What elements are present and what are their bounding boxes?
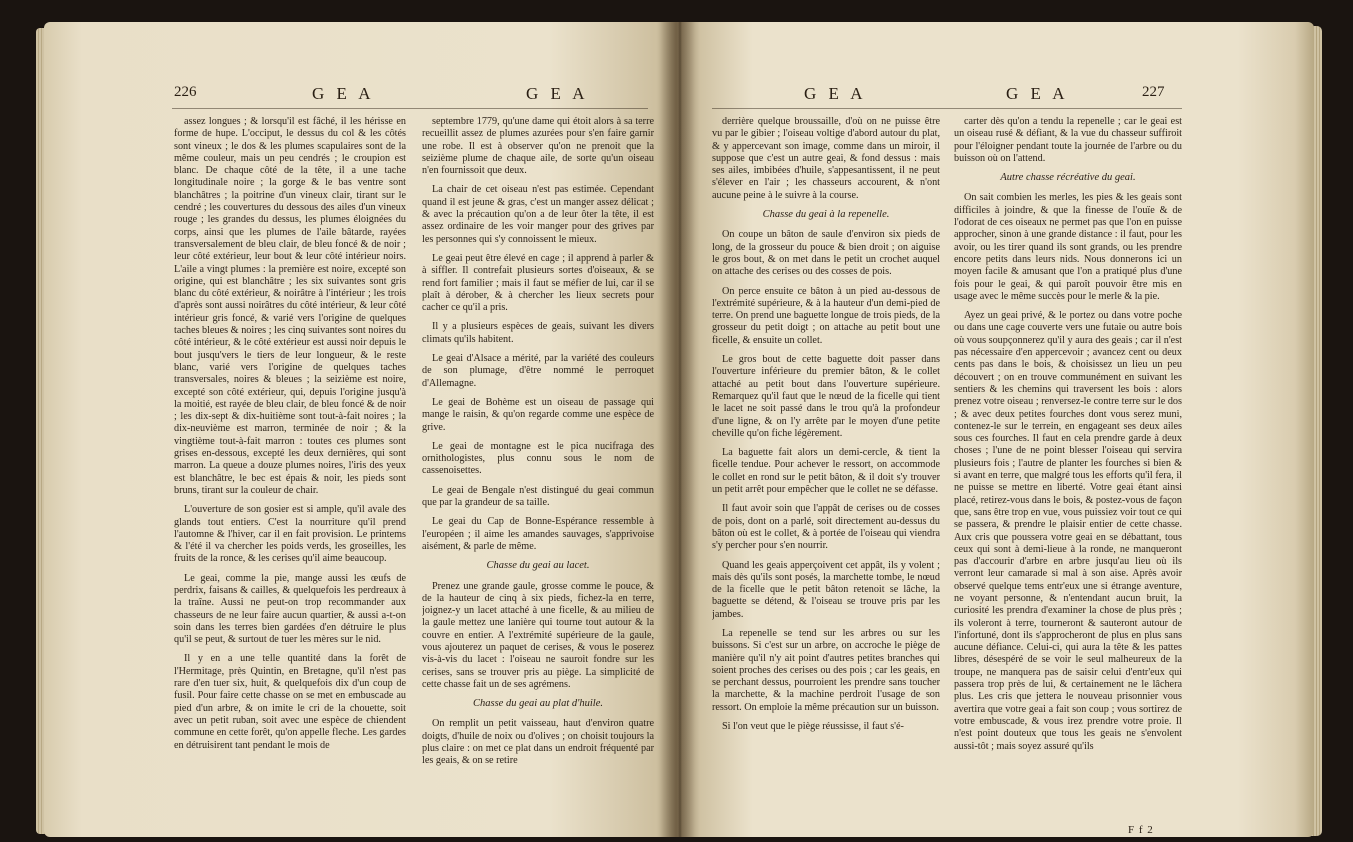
right-page-number: 227 bbox=[1142, 84, 1165, 100]
paragraph: septembre 1779, qu'une dame qui étoit alors à sa terre recueillit assez de plumes azurées pour s'en faire garnir une robe. Il est à observer qu'on ne prenoit que la seizième plume de chaque aile, de sorte qu'un oiseau n'en fournissoit que deux. bbox=[422, 116, 654, 177]
paragraph: derrière quelque broussaille, d'où on ne puisse être vu par le gibier ; l'oiseau voltige d'abord autour du plat, & y appercevant son image, comme dans un miroir, il suppose que c'est un autre geai, & fond dessus : mais ses ailes, imbibées d'huile, s'appesantissent, il ne peut s'élever en l'air ; les chasseurs accourent, & n'ont aucune peine à le suivre à la course. bbox=[712, 116, 940, 201]
paragraph: Quand les geais apperçoivent cet appât, ils y volent ; mais dès qu'ils sont posés, la marchette tombe, le nœud de la ficelle que le petit bâton retenoit se lâche, la baguette se détend, & l'oiseau se trouve pris par les jambes. bbox=[712, 559, 940, 620]
paragraph: Le geai de Bohème est un oiseau de passage qui mange le raisin, & qu'on regarde comme une espèce de grive. bbox=[422, 396, 654, 433]
open-book bbox=[44, 14, 1314, 840]
paragraph: assez longues ; & lorsqu'il est fâché, il les hérisse en forme de hupe. L'occiput, le dessus du col & les côtés sont vineux ; le dos & les plumes scapulaires sont de la même couleur, mais un peu cendrés ; le croupion est blanc. De chaque côté de la tête, il a une tache longitudinale noire ; la gorge & le bas ventre sont blanchâtres ; la poitrine d'un vineux clair, tirant sur le cendré ; les couvertures du dessous des ailes d'un vineux rouge ; les grandes du dessus, les plumes éloignées du corps, ainsi que les plumes de l'aile bâtarde, rayées transversalement de bleu clair, de bleu foncé & de noir ; leur côté extérieur, leur bout & leur côté intérieur noirs. L'aile a vingt plumes : la première est noire, excepté son origine, qui est blanchâtre ; les six suivantes sont gris blanc du côté extérieur, & noirâtre à l'intérieur ; les trois d'après sont aussi noirâtres du côté intérieur, & leur côté intérieur gris foncé, & varié vers l'origine de quelques taches bleues & noires ; les cinq suivantes sont noires du côté intérieur, & le côté extérieur est aussi noir depuis le bout jusqu'vers le tiers de leur longueur, & le reste blanc, varié vers l'origine de quelques taches transversales, noires & bleues ; la seizième est noire, excepté son côté extérieur, qui, depuis l'origine jusqu'à la moitié, est rayée de bleu clair, de bleu foncé & de noir ; les dix-sept & dix-huitième sont tout-à-fait noires ; la dix-neuvième est marron, terminée de noir ; & la vingtième tout-à-fait marron : toutes ces plumes sont grises en-dessous, excepté les deux dernières, qui sont marron. La queue a douze plumes noires, l'iris des yeux est blanchâtre, le bec est épais & noir, les pieds sont bruns, tirant sur la couleur de chair. bbox=[174, 116, 406, 496]
left-column-1 bbox=[174, 116, 406, 836]
left-head-word-1: G E A bbox=[312, 84, 375, 103]
paragraph: Il faut avoir soin que l'appât de cerises ou de cosses de pois, dont on a parlé, soit directement au-dessus du bâton où est le collet, & à portée de l'oiseau qui viendra s'y percher pour s'en nourrir. bbox=[712, 503, 940, 552]
paragraph: Le geai d'Alsace a mérité, par la variété des couleurs de son plumage, d'être nommé le perroquet d'Allemagne. bbox=[422, 353, 654, 389]
paragraph: Le geai de montagne est le pica nucifraga des ornithologistes, plus connu sous le nom de cassenoisettes. bbox=[422, 440, 654, 477]
left-page-number: 226 bbox=[174, 84, 197, 100]
signature-mark: F f 2 bbox=[1128, 824, 1154, 836]
paragraph: La baguette fait alors un demi-cercle, & tient la ficelle tendue. Pour achever le ressort, on accommode le collet en rond sur le petit bâton, & il doit s'y trouver un petit arrêt pour empêcher que le collet ne se défasse. bbox=[712, 447, 940, 496]
paragraph: Le gros bout de cette baguette doit passer dans l'ouverture inférieure du premier bâton, & le collet attaché au petit bout dans l'ouverture supérieure. Remarquez qu'il faut que le nœud de la ficelle qui tient le lacet ne soit passé dans le trou qu'à la profondeur d'une ligne, & on l'y arrête par le moyen d'une petite cheville qu'on fiche légèrement. bbox=[712, 354, 940, 439]
paragraph: On perce ensuite ce bâton à un pied au-dessous de l'extrémité supérieure, & à la hauteur d'un demi-pied de terre. On prend une baguette longue de trois pieds, de la grosseur du petit doigt ; on attache au petit bout une ficelle, & ensuite un collet. bbox=[712, 285, 940, 346]
paragraph: Il y a plusieurs espèces de geais, suivant les divers climats qu'ils habitent. bbox=[422, 321, 654, 345]
paragraph: Ayez un geai privé, & le portez ou dans votre poche ou dans une cage couverte vers une futaie ou autre bois où vous soupçonnerez qu'il y aura des geais ; car il n'est pas nécessaire d'en appercevoir ; avancez cent ou deux cents pas dans le bois, & choisissez un lieu un peu découvert ; on en trouve communément en suivant les sentiers & les chemins qui traversent les bois : alors prenez votre oiseau ; renversez-le contre terre sur le dos ; & avec deux petites fourches dont vous serez muni, contenez-le sur le terrein, en engageant ses deux ailes sous ces fourches. Il faut en cela prendre garde à deux choses ; l'une de ne point blesser l'oiseau qui servira plusieurs fois ; l'autre de planter les fourches si bien & si avant en terre, que malgré tous les efforts qu'il fera, il ne puisse se mettre en liberté. Votre geai étant ainsi placé, retirez-vous dans le bois, & postez-vous de façon que, sans être trop en vue, vous puissiez voir tout ce qui se passera, & prendre le plaisir entier de cette chasse. Aux cris que poussera votre geai en se débattant, tous ceux qui sont à demi-lieue à la ronde, ne manqueront pas d'accourir d'arbre en arbre jusqu'au lieu où ils verront leur camarade si mal à son aise. Après avoir observé quelque tems entr'eux une si étrange aventure, ne voyant personne, & n'entendant aucun bruit, la curiosité les prendra d'examiner la chose de plus près ; ils voleront à terre, tourneront & sauteront autour de l'infortuné, dont ils s'approcheront de plus en plus sans aucune défiance. Celui-ci, qui aura la tête & les pattes libres, désespéré de se voir le seul malheureux de la troupe, ne manquera pas de saisir celui d'entr'eux qui passera trop près de lui, & certainement ne le lâchera plus. Les cris que jettera le nouveau prisonnier vous avertira que votre geai a fait son coup ; vous sortirez de votre embuscade, & vous irez prendre votre proie. Il n'est point douteux que tous les geais ne s'envolent aussi-tôt ; mais soyez assuré qu'ils bbox=[954, 310, 1182, 752]
paragraph: L'ouverture de son gosier est si ample, qu'il avale des glands tout entiers. C'est la nourriture qu'il prend l'automne & l'hiver, car il en fait provision. Le printems & l'été il va chercher les poids verds, les groseilles, les fruits de la ronce, & les cerises qu'il aime beaucoup. bbox=[174, 504, 406, 565]
paragraph: On remplit un petit vaisseau, haut d'environ quatre doigts, d'huile de noix ou d'olives ; on choisit toujours la plus claire : on met ce plat dans un endroit fréquenté par les geais, & on se retire bbox=[422, 718, 654, 767]
right-column-1 bbox=[712, 116, 940, 836]
right-running-head bbox=[676, 84, 1314, 108]
paragraph: Le geai de Bengale n'est distingué du geai commun que par la grandeur de sa taille. bbox=[422, 484, 654, 509]
section-heading: Chasse du geai au lacet. bbox=[486, 560, 590, 572]
left-head-rule bbox=[172, 108, 648, 109]
paragraph: Le geai, comme la pie, mange aussi les œufs de perdrix, faisans & cailles, & quelquefois les perdreaux à la traîne. Aussi ne peut-on trop recommander aux chasseurs de ne leur faire aucun quartier, & aussi a-t-on soin dans les terres bien gardées d'en détruire le plus qu'il se peut, & surtout de tuer les mères sur le nid. bbox=[174, 572, 406, 646]
right-head-rule bbox=[712, 108, 1182, 109]
paragraph: Si l'on veut que le piège réussisse, il faut s'é- bbox=[722, 721, 904, 733]
paragraph: On coupe un bâton de saule d'environ six pieds de long, de la grosseur du pouce & bien droit ; on aiguise le gros bout, & on met dans le petit un crochet auquel on attache des cerises ou des cosses de pois. bbox=[712, 229, 940, 278]
paragraph: Le geai du Cap de Bonne-Espérance ressemble à l'européen ; il aime les amandes sauvages, s'apprivoise aisément, & parle de même. bbox=[422, 516, 654, 552]
right-page bbox=[676, 22, 1314, 837]
left-page bbox=[44, 22, 676, 837]
section-heading: Autre chasse récréative du geai. bbox=[1000, 172, 1136, 184]
right-head-word-1: G E A bbox=[804, 84, 867, 103]
section-heading: Chasse du geai au plat d'huile. bbox=[473, 698, 603, 710]
paragraph: Prenez une grande gaule, grosse comme le pouce, & de la hauteur de cinq à six pieds, fichez-la en terre, joignez-y un lacet attaché à une ficelle, & au milieu de la gaule mettez une lanière qui tourne tout autour & la couvre en entier. A l'extrémité supérieure de la gaule, vous ajouterez un paquet de cerises, & vous le poserez vis-à-vis du lacet : l'oiseau ne sauroit fondre sur les cerises, sans se trouver pris au piège. La simplicité de cette chasse fait un de ses agrémens. bbox=[422, 580, 654, 690]
right-column-2 bbox=[954, 116, 1182, 822]
paragraph: Il y en a une telle quantité dans la forêt de l'Hermitage, près Quintin, en Bretagne, qu'il n'est pas rare d'en tuer six, huit, & quelquefois dix d'un coup de fusil. Pour faire cette chasse on se met en embuscade au pied d'un arbre, & on imite le cri de la chouette, soit avec un petit ruban, soit avec une espèce de chiendent commune en cette forêt, qu'on appelle fleche. Les gardes en détruisirent tant pendant le mois de bbox=[174, 653, 406, 751]
paragraph: Le geai peut être élevé en cage ; il apprend à parler & à siffler. Il contrefait plusieurs sortes d'oiseaux, & se rend fort familier ; mais il faut se méfier de lui, car il se plaît à dérober, & à chercher les lieux secrets pour cacher ce qu'il a pris. bbox=[422, 252, 654, 314]
left-running-head bbox=[44, 84, 676, 108]
section-heading: Chasse du geai à la repenelle. bbox=[762, 209, 890, 221]
left-head-word-2: G E A bbox=[526, 84, 589, 103]
left-column-2 bbox=[422, 116, 654, 836]
paragraph: La repenelle se tend sur les arbres ou sur les buissons. Si c'est sur un arbre, on accroche le piège de manière qu'il n'y ait point d'autres petites branches qui soient proches des cerises ou des pois ; car les geais, en se perchant dessus, pourroient les prendre sans toucher la marchette, & la machine perdroit l'usage de son ressort. On emploie la même précaution sur un buisson. bbox=[712, 627, 940, 713]
paragraph: carter dès qu'on a tendu la repenelle ; car le geai est un oiseau rusé & défiant, & la vue du chasseur suffiroit pour l'éloigner pendant toute la journée de l'arbre ou du buisson où on l'attend. bbox=[954, 116, 1182, 164]
paragraph: La chair de cet oiseau n'est pas estimée. Cependant quand il est jeune & gras, c'est un manger assez délicat ; & avec la précaution qu'on a de leur ôter la tête, il est assez ordinaire de les voir manger pour des grives par les personnes qui s'y connoissent le mieux. bbox=[422, 184, 654, 245]
right-head-word-2: G E A bbox=[1006, 84, 1069, 103]
paragraph: On sait combien les merles, les pies & les geais sont difficiles à joindre, & que la finesse de l'ouïe & de l'odorat de ces oiseaux ne permet pas que l'on en puisse approcher, sinon à une grande distance : il faut, pour les avoir, ou les tirer quand ils sont grands, ou les prendre encore petits dans leurs nids. Nous donnerons ici un moyen facile & amusant que l'on a pratiqué plus d'une fois pour le geai, & qui paroît pouvoir être mis en usage avec le même succès pour le merle & la pie. bbox=[954, 192, 1182, 302]
